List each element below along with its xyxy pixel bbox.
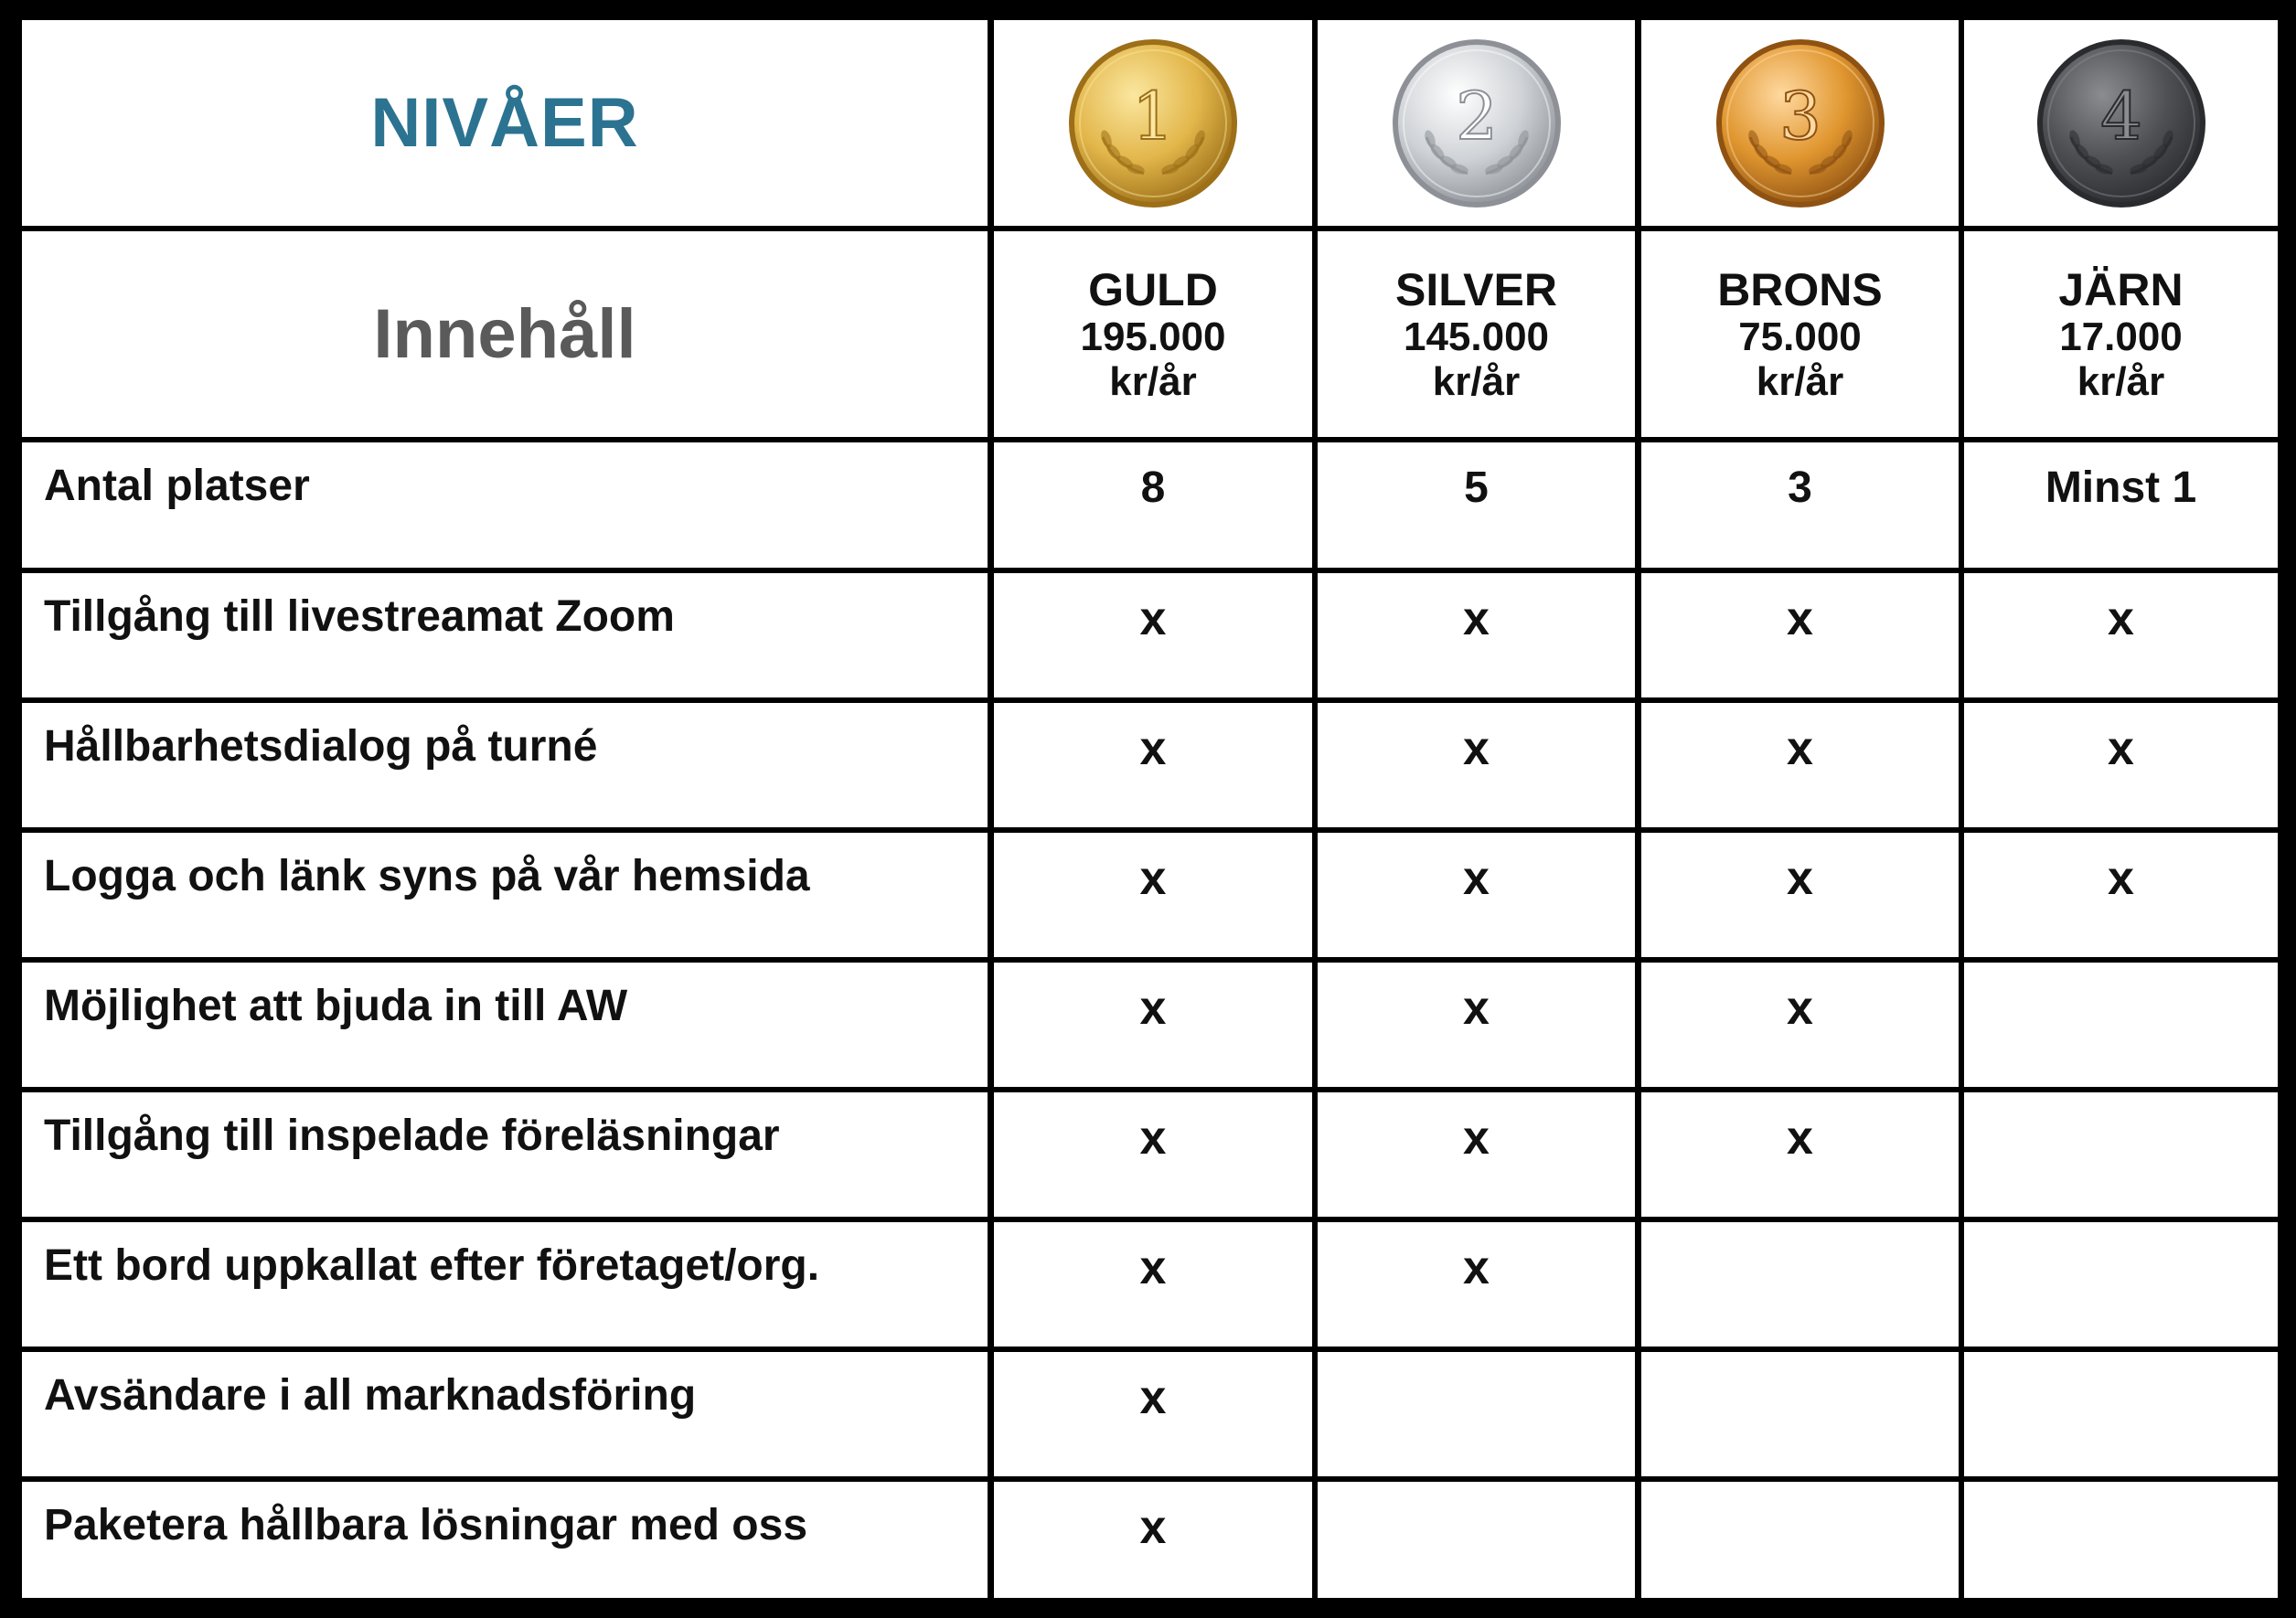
included-mark-cell: x xyxy=(994,1482,1312,1598)
included-mark-cell: x xyxy=(994,573,1312,697)
included-mark-cell xyxy=(1641,1352,1959,1476)
medal-cell-gold xyxy=(994,20,1312,226)
included-mark-cell: x xyxy=(1318,963,1635,1087)
feature-label: Logga och länk syns på vår hemsida xyxy=(22,833,988,957)
included-mark-cell: x xyxy=(1964,573,2278,697)
included-mark-cell xyxy=(1964,1222,2278,1347)
seat-count-cell: 3 xyxy=(1641,442,1959,568)
tier-unit: kr/år xyxy=(2077,358,2165,404)
iron-medal-icon xyxy=(2034,37,2208,210)
included-mark-cell: x xyxy=(994,963,1312,1087)
included-mark-cell: x xyxy=(994,1222,1312,1347)
tier-bronze xyxy=(1641,231,1959,437)
bronze-medal-icon-graphic xyxy=(1714,37,1887,210)
included-mark-cell xyxy=(1964,1352,2278,1476)
medal-number: 4 xyxy=(2099,77,2142,154)
medal-number: 1 xyxy=(1132,77,1174,154)
seat-count-cell: 5 xyxy=(1318,442,1635,568)
included-mark-cell xyxy=(1964,963,2278,1087)
content-heading: Innehåll xyxy=(373,295,636,373)
bronze-medal-icon xyxy=(1714,37,1887,210)
feature-label: Möjlighet att bjuda in till AW xyxy=(22,963,988,1087)
feature-label: Ett bord uppkallat efter företaget/org. xyxy=(22,1222,988,1347)
included-mark-cell: x xyxy=(1641,1092,1959,1217)
tier-price: 145.000 xyxy=(1403,314,1550,359)
levels-heading: NIVÅER xyxy=(370,84,639,162)
included-mark-cell xyxy=(1318,1482,1635,1598)
tier-unit: kr/år xyxy=(1756,358,1844,404)
included-mark-cell xyxy=(1641,1482,1959,1598)
content-heading-cell xyxy=(22,231,988,437)
tier-name: SILVER xyxy=(1395,263,1557,315)
included-mark-cell: x xyxy=(994,1092,1312,1217)
included-mark-cell: x xyxy=(994,1352,1312,1476)
tier-unit: kr/år xyxy=(1432,358,1521,404)
included-mark-cell: x xyxy=(1641,703,1959,827)
medal-number: 2 xyxy=(1455,77,1498,154)
silver-medal-icon-graphic xyxy=(1390,37,1564,210)
medal-cell-silver xyxy=(1318,20,1635,226)
included-mark-cell: x xyxy=(1964,703,2278,827)
gold-medal-icon xyxy=(1066,37,1240,210)
included-mark-cell: x xyxy=(1318,1092,1635,1217)
included-mark-cell: x xyxy=(994,833,1312,957)
tier-price: 75.000 xyxy=(1738,314,1862,359)
seat-count-cell: Minst 1 xyxy=(1964,442,2278,568)
tier-price: 17.000 xyxy=(2059,314,2183,359)
included-mark-cell: x xyxy=(1641,573,1959,697)
iron-medal-icon-graphic xyxy=(2034,37,2208,210)
included-mark-cell: x xyxy=(1964,833,2278,957)
tier-name: GULD xyxy=(1088,263,1218,315)
medal-cell-iron xyxy=(1964,20,2278,226)
included-mark-cell: x xyxy=(1318,573,1635,697)
medal-cell-bronze xyxy=(1641,20,1959,226)
silver-medal-icon xyxy=(1390,37,1564,210)
feature-label: Avsändare i all marknadsföring xyxy=(22,1352,988,1476)
included-mark-cell xyxy=(1964,1482,2278,1598)
included-mark-cell: x xyxy=(1318,1222,1635,1347)
included-mark-cell xyxy=(1641,1222,1959,1347)
tier-name: JÄRN xyxy=(2058,263,2184,315)
feature-label: Tillgång till livestreamat Zoom xyxy=(22,573,988,697)
included-mark-cell xyxy=(1964,1092,2278,1217)
feature-label: Hållbarhetsdialog på turné xyxy=(22,703,988,827)
included-mark-cell: x xyxy=(1318,833,1635,957)
included-mark-cell: x xyxy=(1641,833,1959,957)
tier-price: 195.000 xyxy=(1080,314,1226,359)
seat-count-cell: 8 xyxy=(994,442,1312,568)
levels-heading-cell xyxy=(22,20,988,226)
included-mark-cell xyxy=(1318,1352,1635,1476)
feature-label: Paketera hållbara lösningar med oss xyxy=(22,1482,988,1598)
tier-unit: kr/år xyxy=(1109,358,1197,404)
tier-name: BRONS xyxy=(1717,263,1883,315)
feature-label: Antal platser xyxy=(22,442,988,568)
included-mark-cell: x xyxy=(994,703,1312,827)
included-mark-cell: x xyxy=(1641,963,1959,1087)
gold-medal-icon-graphic xyxy=(1066,37,1240,210)
tier-gold xyxy=(994,231,1312,437)
medal-number: 3 xyxy=(1778,77,1821,154)
included-mark-cell: x xyxy=(1318,703,1635,827)
tier-silver xyxy=(1318,231,1635,437)
tier-iron xyxy=(1964,231,2278,437)
feature-label: Tillgång till inspelade föreläsningar xyxy=(22,1092,988,1217)
